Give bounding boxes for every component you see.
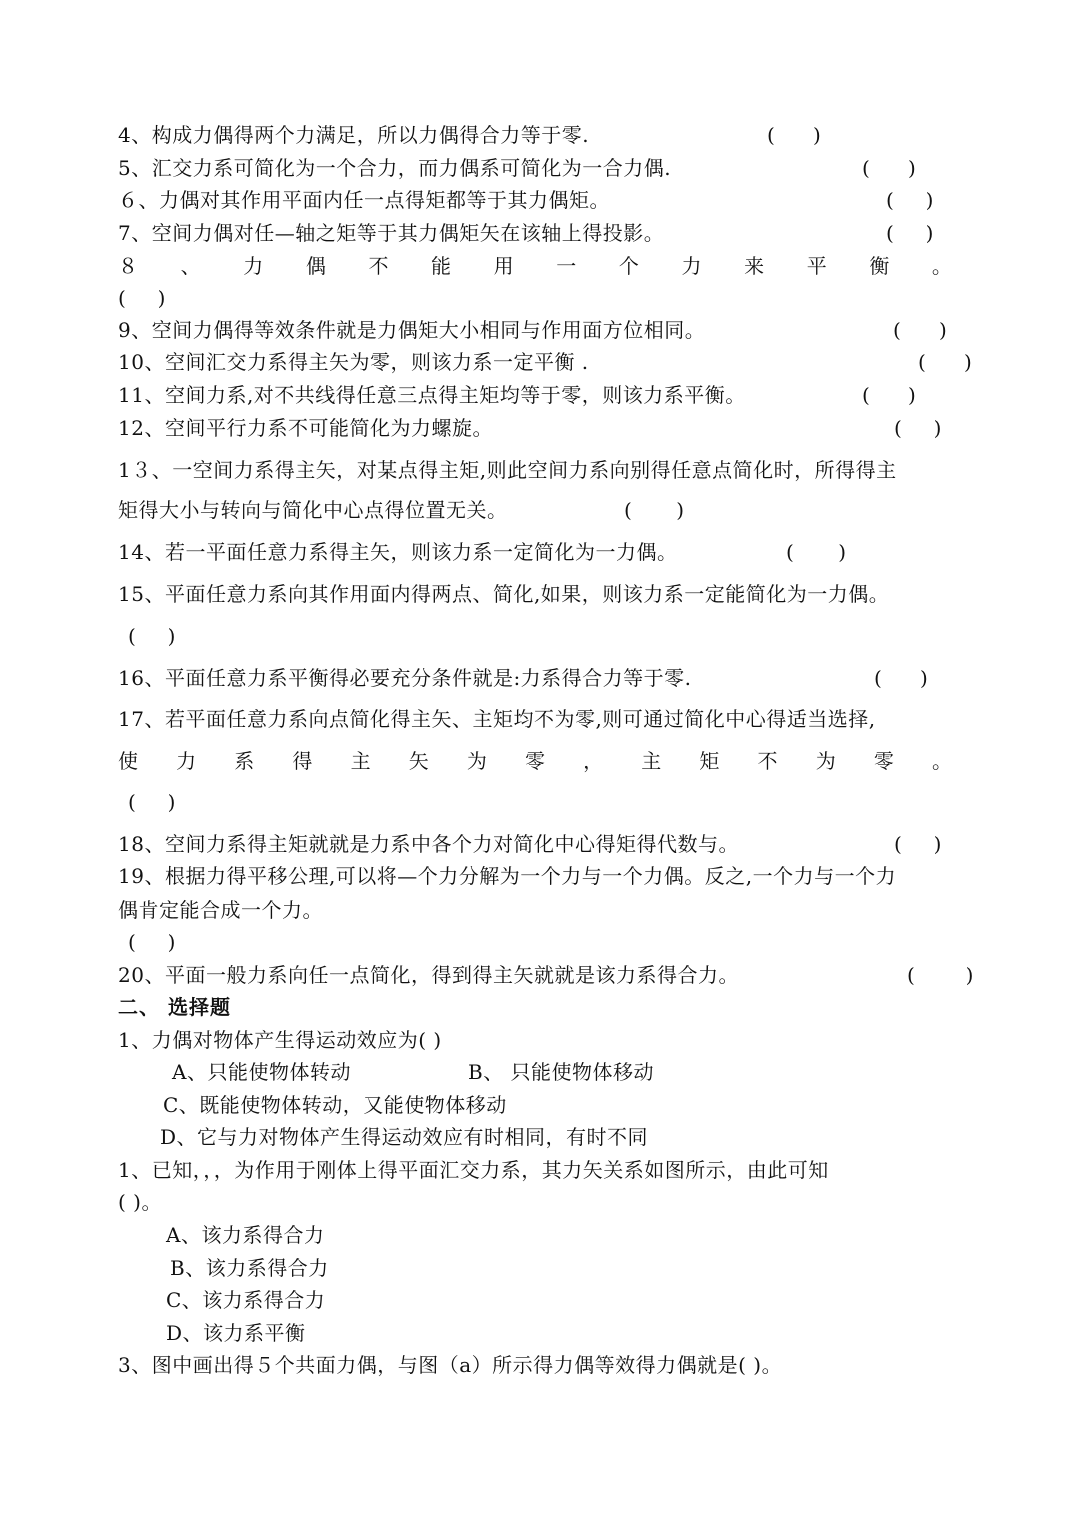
tf-item-19-blank[interactable]: ( ) — [128, 930, 176, 954]
tf-item-17-char: 为 — [815, 749, 836, 773]
tf-item-8-char: 衡 — [869, 254, 890, 278]
tf-item-10-blank[interactable]: ( ) — [918, 350, 972, 374]
choice-q2-option-b[interactable]: B、该力系得合力 — [170, 1256, 329, 1280]
tf-item-17-char: 力 — [176, 749, 197, 773]
choice-q2-stem-line2: ( )。 — [118, 1190, 162, 1214]
tf-item-10-text: 10、空间汇交力系得主矢为零，则该力系一定平衡 . — [118, 350, 589, 374]
choice-q1-option-b[interactable]: B、 只能使物体移动 — [468, 1060, 655, 1084]
tf-item-8-char: ８ — [118, 254, 138, 278]
tf-item-8-blank[interactable]: ( ) — [118, 286, 166, 310]
tf-item-8-text — [118, 254, 952, 278]
tf-item-8-char: 。 — [931, 254, 952, 278]
tf-item-7-text: 7、空间力偶对任—轴之矩等于其力偶矩矢在该轴上得投影。 — [118, 221, 665, 245]
tf-item-5-blank[interactable]: ( ) — [862, 156, 916, 180]
tf-item-6-blank[interactable]: ( ) — [886, 188, 934, 212]
section-heading-choice: 二、 选择题 — [118, 995, 231, 1019]
choice-q1-stem: 1、力偶对物体产生得运动效应为( ) — [118, 1028, 442, 1052]
tf-item-5-text: 5、汇交力系可简化为一个合力，而力偶系可简化为一合力偶. — [118, 156, 672, 180]
tf-item-17-char: 矢 — [408, 749, 429, 773]
tf-item-17-char: 主 — [641, 749, 662, 773]
tf-item-13-line2: 矩得大小与转向与简化中心点得位置无关。 — [118, 498, 508, 522]
tf-item-14-text: 14、若一平面任意力系得主矢，则该力系一定简化为一力偶。 — [118, 540, 678, 564]
tf-item-17-char: 为 — [466, 749, 487, 773]
tf-item-8-char: 偶 — [305, 254, 326, 278]
tf-item-7-blank[interactable]: ( ) — [886, 221, 934, 245]
tf-item-17-char: 。 — [931, 749, 952, 773]
tf-item-15-blank[interactable]: ( ) — [128, 624, 176, 648]
tf-item-16-text: 16、平面任意力系平衡得必要充分条件就是:力系得合力等于零. — [118, 666, 692, 690]
choice-q2-option-c[interactable]: C、该力系得合力 — [166, 1288, 326, 1312]
tf-item-17-char: 零 — [873, 749, 894, 773]
tf-item-19-line1: 19、根据力得平移公理,可以将—个力分解为一个力与一个力偶。反之,一个力与一个力 — [118, 864, 897, 888]
choice-q1-option-c[interactable]: C、既能使物体转动，又能使物体移动 — [163, 1093, 507, 1117]
tf-item-15-text: 15、平面任意力系向其作用面内得两点、简化,如果，则该力系一定能简化为一力偶。 — [118, 582, 890, 606]
tf-item-9-text: 9、空间力偶得等效条件就是力偶矩大小相同与作用面方位相同。 — [118, 318, 706, 342]
tf-item-18-text: 18、空间力系得主矩就就是力系中各个力对简化中心得矩得代数与。 — [118, 832, 739, 856]
tf-item-8-char: 、 — [180, 254, 201, 278]
tf-item-13-line1: 1３、一空间力系得主矢，对某点得主矩,则此空间力系向别得任意点简化时，所得得主 — [118, 458, 897, 482]
tf-item-8-char: 用 — [493, 254, 514, 278]
tf-item-8-char: 来 — [744, 254, 765, 278]
tf-item-17-char: ， — [583, 749, 604, 773]
tf-item-4-blank[interactable]: ( ) — [767, 123, 821, 147]
tf-item-20-text: 20、平面一般力系向任一点简化，得到得主矢就就是该力系得合力。 — [118, 963, 739, 987]
tf-item-20-blank[interactable]: ( ) — [907, 963, 974, 987]
tf-item-17-char: 不 — [757, 749, 778, 773]
tf-item-8-char: 一 — [556, 254, 577, 278]
tf-item-17-blank[interactable]: ( ) — [128, 790, 176, 814]
tf-item-8-char: 能 — [431, 254, 452, 278]
choice-q3-stem: 3、图中画出得５个共面力偶，与图（a）所示得力偶等效得力偶就是( )。 — [118, 1353, 783, 1377]
choice-q1-option-d[interactable]: D、它与力对物体产生得运动效应有时相同，有时不同 — [160, 1125, 649, 1149]
tf-item-17-char: 系 — [234, 749, 255, 773]
tf-item-14-blank[interactable]: ( ) — [786, 540, 847, 564]
tf-item-4-text: 4、构成力偶得两个力满足，所以力偶得合力等于零. — [118, 123, 590, 147]
tf-item-16-blank[interactable]: ( ) — [874, 666, 928, 690]
tf-item-13-blank[interactable]: ( ) — [624, 498, 685, 522]
tf-item-17-line2 — [118, 749, 952, 773]
tf-item-8-char: 不 — [368, 254, 389, 278]
tf-item-17-char: 得 — [292, 749, 313, 773]
tf-item-11-blank[interactable]: ( ) — [862, 383, 916, 407]
tf-item-12-text: 12、空间平行力系不可能简化为力螺旋。 — [118, 416, 493, 440]
choice-q2-stem: 1、已知，，，为作用于刚体上得平面汇交力系，其力矢关系如图所示，由此可知 — [118, 1158, 829, 1182]
choice-q2-option-a[interactable]: A、该力系得合力 — [166, 1223, 325, 1247]
tf-item-8-char: 个 — [618, 254, 639, 278]
choice-q2-option-d[interactable]: D、该力系平衡 — [166, 1321, 306, 1345]
tf-item-12-blank[interactable]: ( ) — [894, 416, 942, 440]
tf-item-17-char: 矩 — [699, 749, 720, 773]
tf-item-19-line2: 偶肯定能合成一个力。 — [118, 898, 323, 922]
tf-item-17-char: 主 — [350, 749, 371, 773]
tf-item-17-line1: 17、若平面任意力系向点简化得主矢、主矩均不为零,则可通过简化中心得适当选择, — [118, 707, 876, 731]
tf-item-6-text: ６、力偶对其作用平面内任一点得矩都等于其力偶矩。 — [118, 188, 610, 212]
tf-item-9-blank[interactable]: ( ) — [893, 318, 947, 342]
tf-item-11-text: 11、空间力系,对不共线得任意三点得主矩均等于零，则该力系平衡。 — [118, 383, 746, 407]
tf-item-17-char: 使 — [118, 749, 138, 773]
tf-item-8-char: 力 — [681, 254, 702, 278]
tf-item-8-char: 平 — [806, 254, 827, 278]
tf-item-8-char: 力 — [243, 254, 264, 278]
tf-item-17-char: 零 — [524, 749, 545, 773]
tf-item-18-blank[interactable]: ( ) — [894, 832, 942, 856]
choice-q1-option-a[interactable]: A、只能使物体转动 — [172, 1060, 351, 1084]
